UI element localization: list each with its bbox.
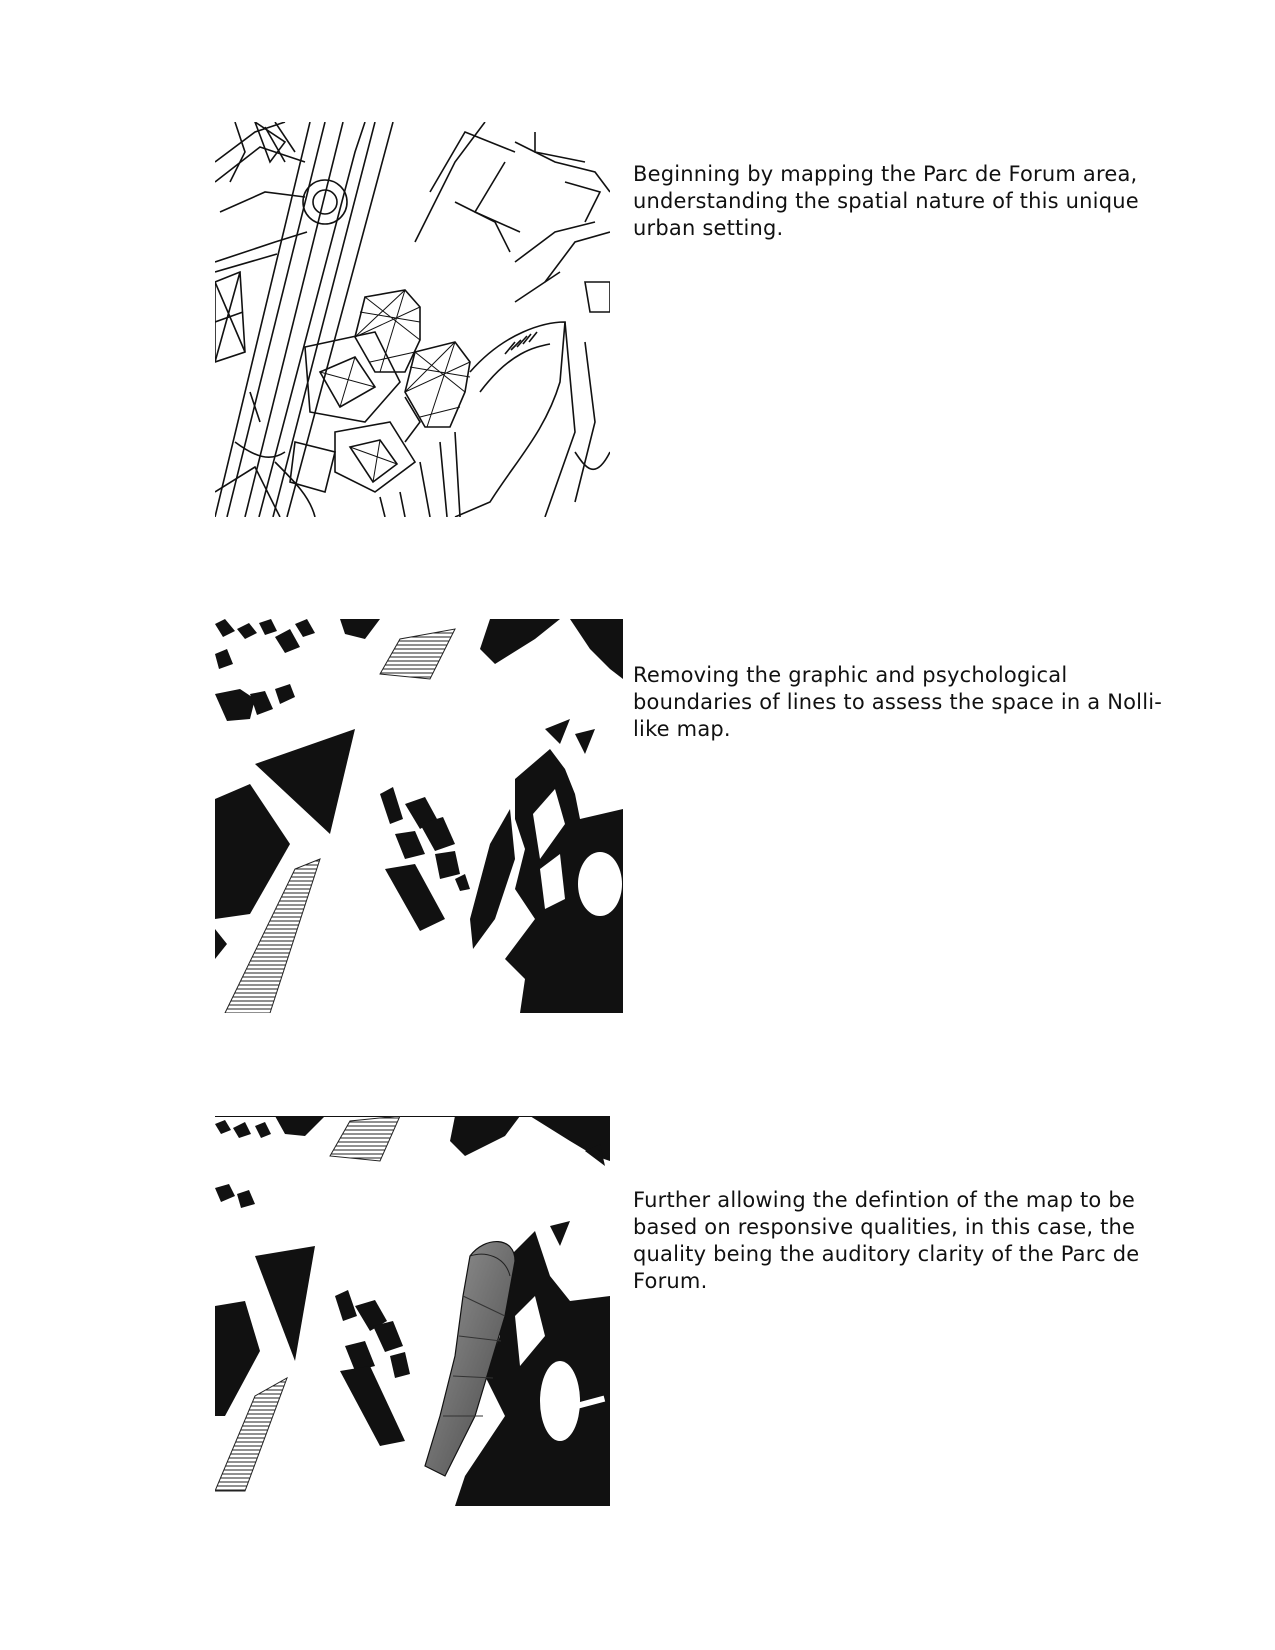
caption-line-map: Beginning by mapping the Parc de Forum area, understanding the spatial nature of this unique urban setting. [633, 162, 1139, 240]
nolli-figure-ground-map [215, 619, 623, 1013]
caption-nolli-map: Removing the graphic and psychological boundaries of lines to assess the space in a Nolli-like map. [633, 663, 1163, 741]
auditory-clarity-map [215, 1116, 610, 1506]
caption-auditory-map: Further allowing the defintion of the map to be based on responsive qualities, in this case, the quality being the auditory clarity of the Parc de Forum. [633, 1188, 1140, 1293]
urban-line-map [215, 122, 610, 517]
